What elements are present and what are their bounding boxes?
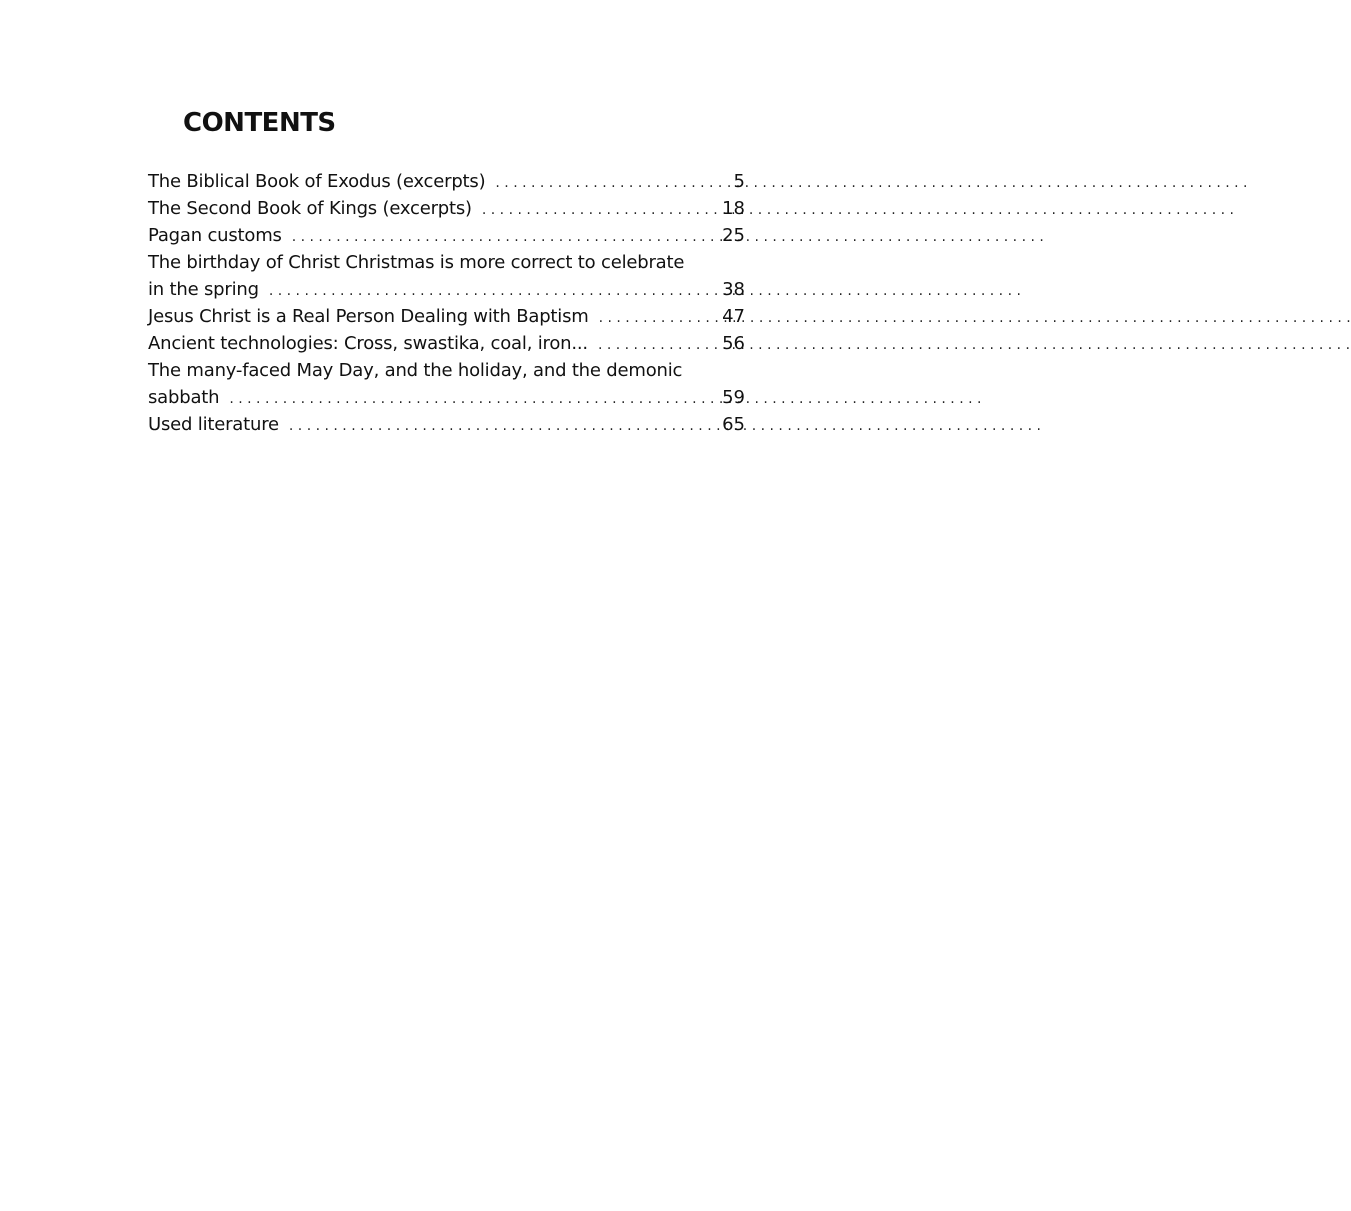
toc-line [148, 276, 745, 303]
toc-entry-title: Ancient technologies: Cross, swastika, coal, iron... [148, 333, 588, 354]
toc-entry[interactable] [148, 303, 745, 330]
toc-line [148, 330, 745, 357]
toc-entry[interactable] [148, 168, 745, 195]
toc-page-number: 18 [722, 198, 745, 219]
toc-line [148, 249, 745, 276]
toc-entry-title: The Biblical Book of Exodus (excerpts) [148, 171, 486, 192]
toc-entry-title: Pagan customs [148, 225, 282, 246]
toc-page-number: 25 [722, 225, 745, 246]
dot-leader [229, 386, 709, 413]
toc-page-number: 56 [722, 333, 745, 354]
toc-entry[interactable] [148, 411, 745, 438]
toc-line [148, 222, 745, 249]
toc-entry-title: The birthday of Christ Christmas is more correct to celebrate [148, 252, 685, 273]
toc-entry[interactable] [148, 249, 745, 303]
toc-entry-title: The Second Book of Kings (excerpts) [148, 198, 472, 219]
toc-entry-title: The many-faced May Day, and the holiday, and the demonic [148, 360, 683, 381]
toc-entry[interactable] [148, 357, 745, 411]
toc-entry[interactable] [148, 195, 745, 222]
toc-entry[interactable] [148, 330, 745, 357]
toc-entry-title: Jesus Christ is a Real Person Dealing with Baptism [148, 306, 589, 327]
toc-page-number: 5 [733, 171, 745, 192]
toc-entry-title: sabbath [148, 387, 220, 408]
toc-line [148, 357, 745, 384]
dot-leader [495, 170, 709, 197]
toc-entry-title: in the spring [148, 279, 259, 300]
dot-leader [292, 224, 709, 251]
toc-line [148, 384, 745, 411]
toc-page-number: 38 [722, 279, 745, 300]
table-of-contents [148, 168, 745, 438]
toc-page-number: 47 [722, 306, 745, 327]
toc-line [148, 303, 745, 330]
toc-entry[interactable] [148, 222, 745, 249]
dot-leader [598, 332, 709, 359]
toc-page-number: 65 [722, 414, 745, 435]
toc-line [148, 168, 745, 195]
dot-leader [482, 197, 709, 224]
toc-line [148, 411, 745, 438]
toc-entry-title: Used literature [148, 414, 279, 435]
toc-line [148, 195, 745, 222]
page-title: CONTENTS [183, 108, 336, 138]
dot-leader [269, 278, 709, 305]
toc-page-number: 59 [722, 387, 745, 408]
dot-leader [289, 413, 709, 440]
dot-leader [599, 305, 709, 332]
